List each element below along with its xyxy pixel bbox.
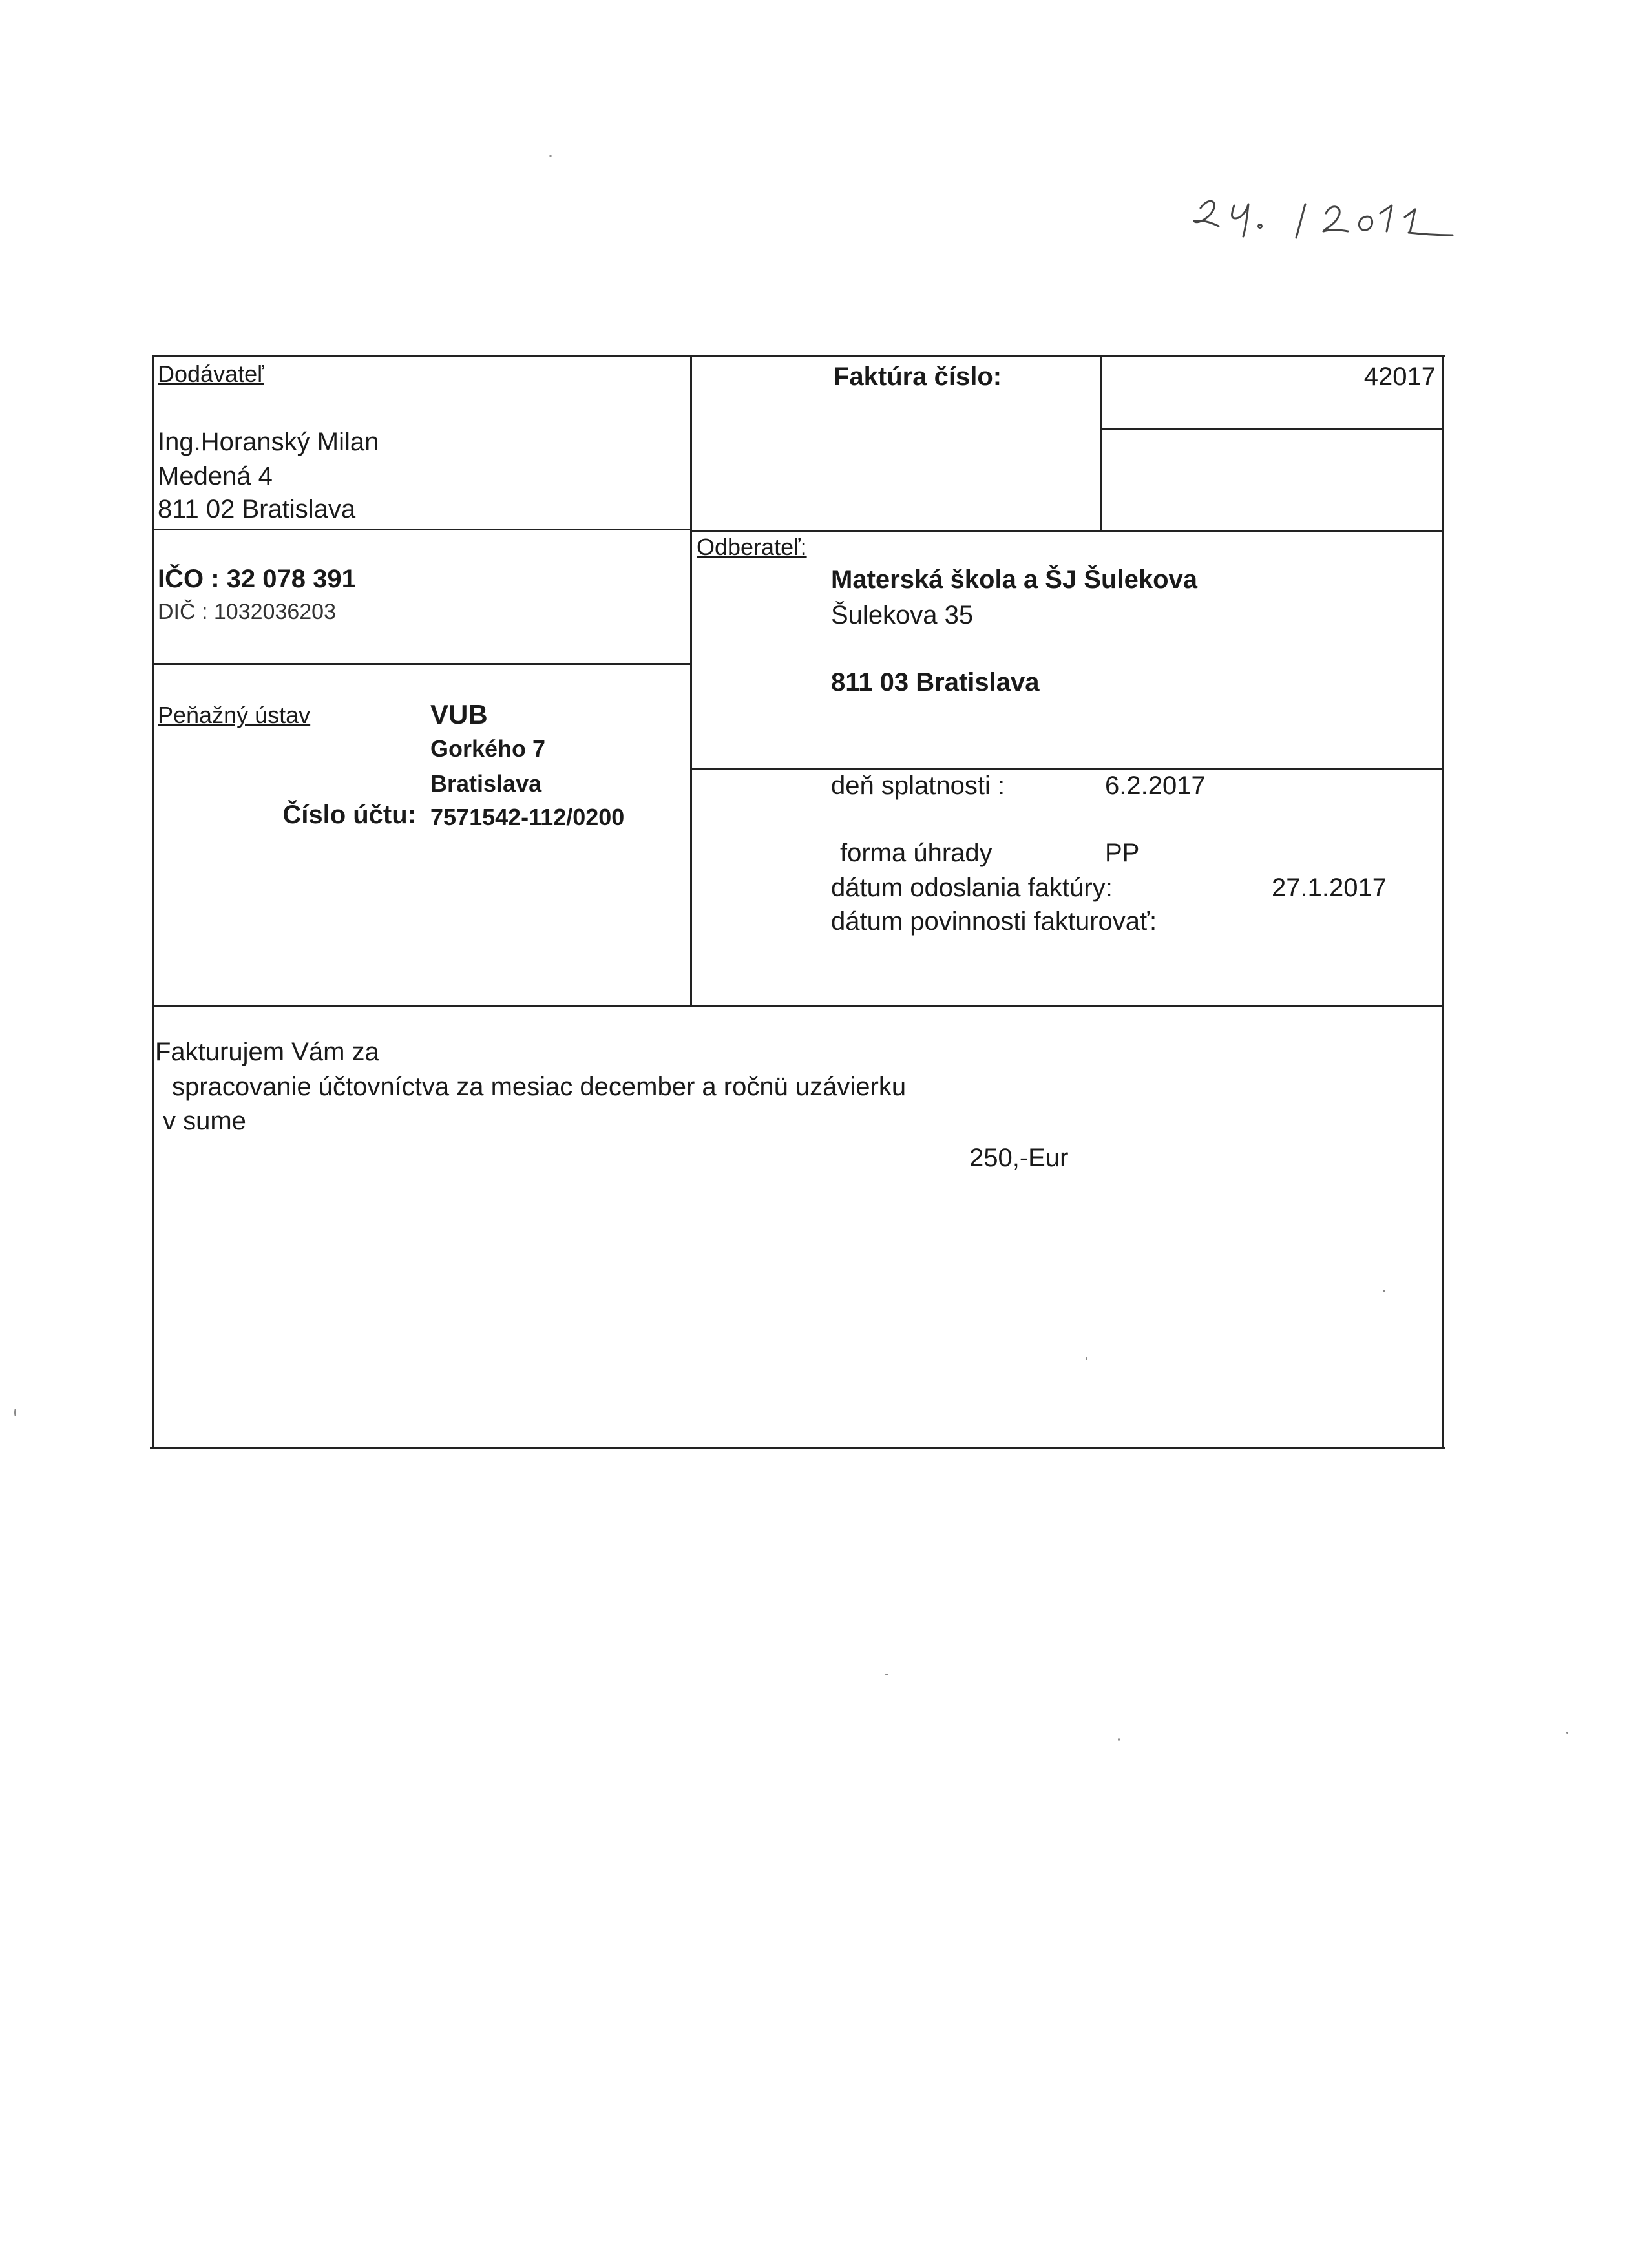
body-sum-label: v sume [163,1107,246,1135]
body-section-divider [152,1005,1444,1007]
payment-method-value: PP [1105,839,1140,867]
tax-date-label: dátum povinnosti fakturovať: [831,907,1157,936]
handwritten-date-note [1189,181,1473,246]
scan-speck [14,1409,16,1416]
bank-heading: Peňažný ústav [158,702,311,728]
scan-speck [885,1674,888,1675]
bank-account-label: Číslo účtu: [282,801,416,829]
supplier-dic: DIČ : 1032036203 [158,600,336,624]
scan-speck [1086,1357,1087,1360]
supplier-street: Medená 4 [158,462,273,490]
sent-date-label: dátum odoslania faktúry: [831,874,1113,902]
bank-account-number: 7571542-112/0200 [430,804,625,830]
customer-street: Šulekova 35 [831,601,974,629]
supplier-heading: Dodávateľ [158,361,264,387]
invoice-number-underline [1100,428,1444,430]
supplier-name: Ing.Horanský Milan [158,428,379,456]
supplier-tax-divider [152,663,691,665]
table-left-border [152,355,154,1449]
invoice-number: 42017 [1363,362,1436,391]
customer-bottom-divider [690,768,1444,770]
scan-speck [1383,1290,1385,1292]
sent-date-value: 27.1.2017 [1272,874,1387,902]
scan-speck [1118,1738,1120,1741]
invoice-number-label: Faktúra číslo: [834,362,1002,391]
supplier-city: 811 02 Bratislava [158,495,356,523]
table-top-border [152,355,1445,357]
body-description: spracovanie účtovníctva za mesiac december a ročnü uzávierku [172,1073,907,1101]
table-bottom-border [150,1447,1445,1449]
due-date-label: deň splatnosti : [831,772,1005,800]
customer-top-divider [690,530,1444,532]
customer-city: 811 03 Bratislava [831,668,1040,697]
supplier-address-divider [152,529,691,530]
payment-method-label: forma úhrady [840,839,993,867]
supplier-ico: IČO : 32 078 391 [158,565,356,593]
scan-speck [549,155,552,157]
due-date-value: 6.2.2017 [1105,772,1206,800]
invoice-amount: 250,-Eur [969,1144,1069,1172]
bank-name: VUB [430,699,488,730]
body-intro: Fakturujem Vám za [155,1038,379,1066]
table-middle-divider [690,355,692,1007]
table-right-border [1442,355,1444,1449]
customer-heading: Odberateľ: [697,534,807,560]
scan-speck [1566,1732,1568,1734]
customer-name: Materská škola a ŠJ Šulekova [831,565,1197,594]
bank-street: Gorkého 7 [430,735,546,762]
invoice-number-divider [1100,355,1102,530]
bank-city: Bratislava [430,770,542,797]
